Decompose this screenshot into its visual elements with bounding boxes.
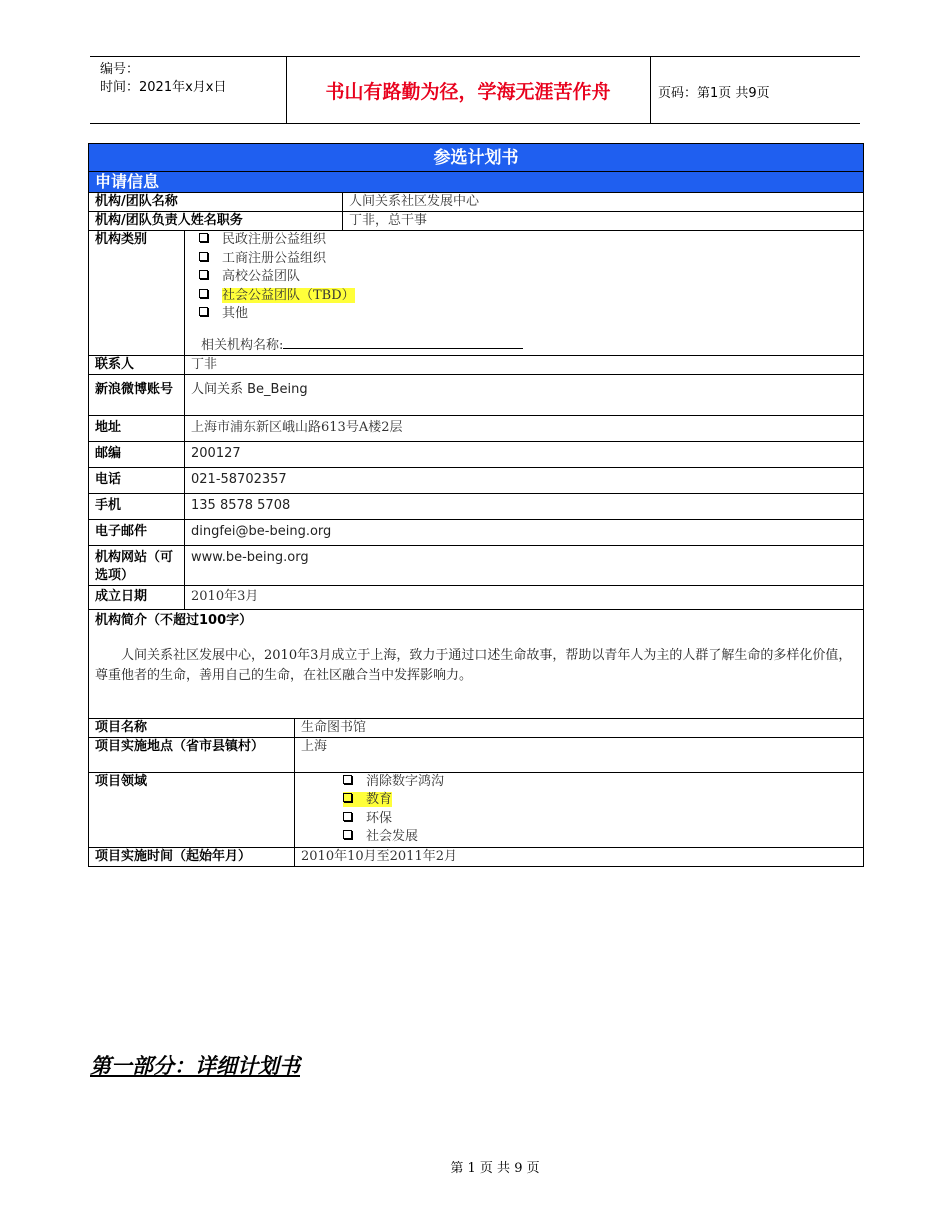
address-value: 上海市浦东新区峨山路613号A楼2层 [185,415,864,441]
org-type-option[interactable]: 其他 [199,305,857,324]
checkbox-icon [343,793,352,802]
founded-value: 2010年3月 [185,585,864,609]
project-field-option[interactable]: 社会发展 [343,828,857,847]
project-field-option[interactable]: 环保 [343,810,857,829]
related-org-field[interactable] [283,336,523,349]
org-type-option[interactable]: 工商注册公益组织 [199,250,857,269]
related-org-label: 相关机构名称: [201,337,284,353]
mobile-value: 135 8578 5708 [185,493,864,519]
org-type-option[interactable]: 社会公益团队（TBD） [199,287,857,306]
related-org [201,336,857,355]
project-name-value: 生命图书馆 [295,718,864,737]
project-name-label: 项目名称 [89,718,295,737]
mobile-label: 手机 [89,493,185,519]
phone-value: 021-58702357 [185,467,864,493]
project-field-option[interactable]: 教育 [343,791,857,810]
part-title: 第一部分：详细计划书 [90,1053,300,1078]
email-label: 电子邮件 [89,519,185,545]
postcode-value: 200127 [185,441,864,467]
org-type-list [191,231,857,324]
leader-label: 机构/团队负责人姓名职务 [89,212,343,231]
checkbox-icon [199,233,208,242]
project-location-value: 上海 [295,737,864,772]
contact-value: 丁非 [185,355,864,374]
project-field-option[interactable]: 消除数字鸿沟 [343,773,857,792]
checkbox-icon [343,812,352,821]
intro-cell [89,609,864,718]
project-field-options [295,772,864,847]
project-location-label: 项目实施地点（省市县镇村） [89,737,295,772]
org-type-label: 机构类别 [89,231,185,356]
page-info: 页码：第1页 共9页 [658,86,770,101]
org-type-option[interactable]: 民政注册公益组织 [199,231,857,250]
header-divider [650,57,651,123]
project-field-label: 项目领域 [89,772,295,847]
page-footer: 第 1 页 共 9 页 [450,1161,540,1176]
project-time-label: 项目实施时间（起始年月） [89,847,295,866]
email-value: dingfei@be-being.org [185,519,864,545]
time-label: 时间：2021年x月x日 [100,80,227,95]
checkbox-icon [343,775,352,784]
contact-label: 联系人 [89,355,185,374]
org-type-option[interactable]: 高校公益团队 [199,268,857,287]
org-name-value: 人间关系社区发展中心 [343,193,864,212]
checkbox-icon [199,270,208,279]
project-field-list [335,773,857,847]
org-name-label: 机构/团队名称 [89,193,343,212]
intro-label: 机构简介（不超过100字） [95,612,253,628]
checkbox-icon [199,307,208,316]
website-value: www.be-being.org [185,545,864,585]
section-title: 申请信息 [89,172,864,193]
application-form [88,143,864,867]
header-meta [100,61,226,97]
motto: 书山有路勤为径，学海无涯苦作舟 [325,81,611,103]
address-label: 地址 [89,415,185,441]
postcode-label: 邮编 [89,441,185,467]
checkbox-icon [199,289,208,298]
weibo-label: 新浪微博账号 [89,374,185,415]
number-label: 编号： [100,62,140,77]
project-time-value: 2010年10月至2011年2月 [295,847,864,866]
form-title: 参选计划书 [89,144,864,172]
page-header [90,56,860,124]
leader-value: 丁非，总干事 [343,212,864,231]
intro-text: 人间关系社区发展中心，2010年3月成立于上海，致力于通过口述生命故事，帮助以青年人为主的人群了解生命的多样化价值，尊重他者的生命，善用自己的生命，在社区融合当中发挥影响力。 [95,647,852,683]
checkbox-icon [199,252,208,261]
checkbox-icon [343,830,352,839]
weibo-value: 人间关系 Be_Being [185,374,864,415]
founded-label: 成立日期 [89,585,185,609]
org-type-options [185,231,864,356]
phone-label: 电话 [89,467,185,493]
website-label: 机构网站（可选项） [89,545,185,585]
